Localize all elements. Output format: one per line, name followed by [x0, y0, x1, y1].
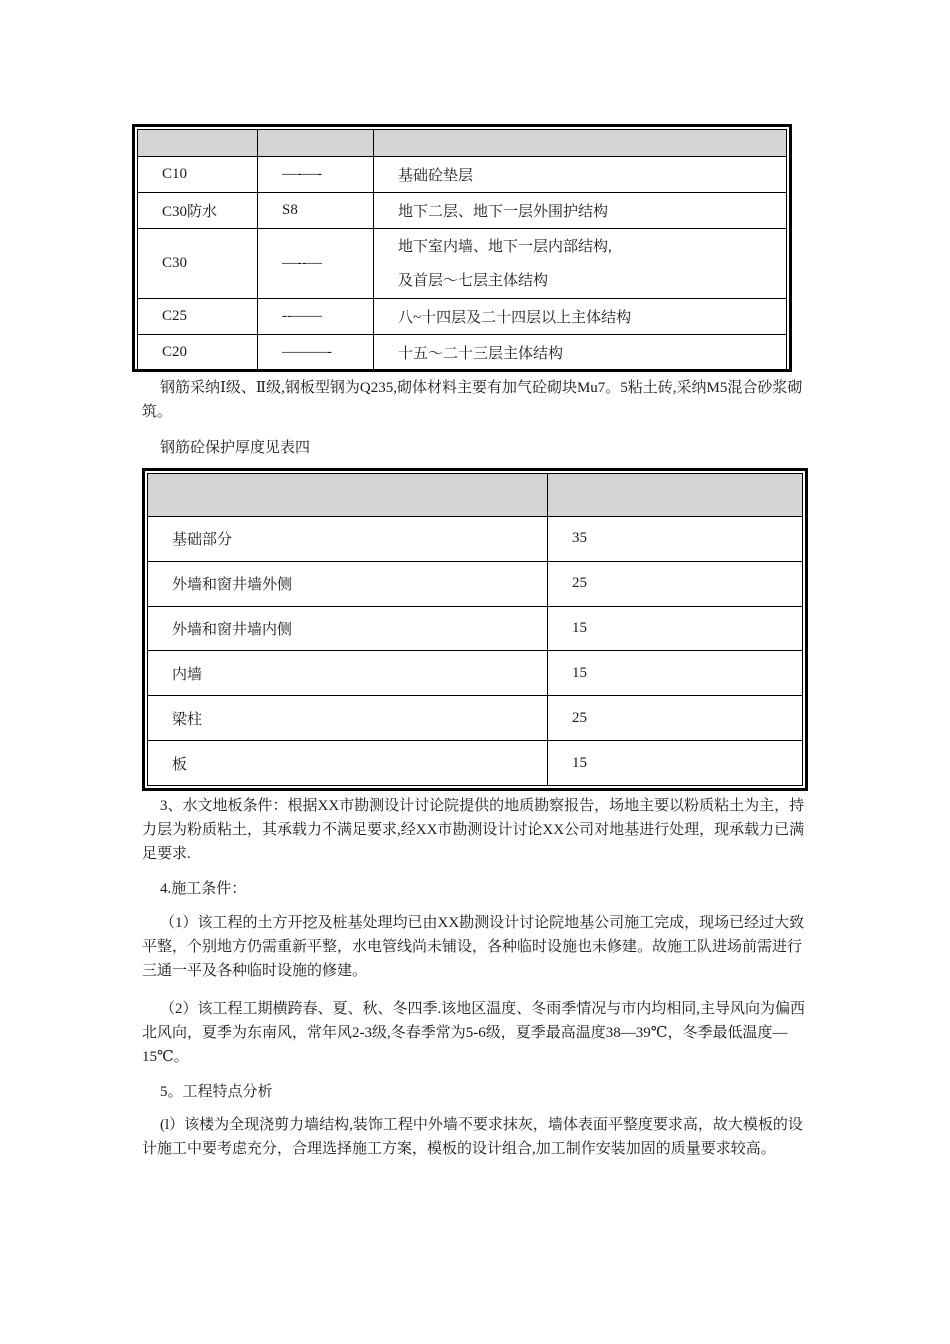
- table-row: [138, 335, 787, 371]
- table-row: [148, 606, 803, 651]
- grade-cell: C30防水: [138, 193, 258, 229]
- grade-cell: C30: [138, 229, 258, 299]
- impermeability-cell: S8: [258, 193, 374, 229]
- part-cell: 板: [148, 741, 548, 786]
- header-cell: [138, 130, 258, 157]
- table-row: [148, 561, 803, 606]
- usage-cell: [374, 229, 787, 299]
- cover-thickness-table: [142, 468, 808, 791]
- usage-line: 及首层～七层主体结构: [398, 272, 549, 289]
- construction-condition-1: （1）该工程的土方开挖及桩基处理均已由XX勘测设计讨论院地基公司施工完成，现场已经过大致平整，个别地方仍需重新平整，水电管线尚未铺设，各种临时设施也未修建。故施工队进场前需进行三通一平及各种临时设施的修建。: [142, 915, 805, 979]
- table-row: [148, 517, 803, 562]
- concrete-grade-table: [132, 124, 792, 372]
- table-row: [138, 299, 787, 335]
- thickness-cell: 25: [548, 561, 803, 606]
- table-row: [148, 696, 803, 741]
- header-cell: [374, 130, 787, 157]
- usage-line: 地下室内墙、地下一层内部结构,: [398, 238, 612, 255]
- thickness-cell: 35: [548, 517, 803, 562]
- grade-cell: C20: [138, 335, 258, 371]
- table-row: [148, 651, 803, 696]
- thickness-cell: 15: [548, 741, 803, 786]
- table-row: [138, 157, 787, 193]
- header-cell: [548, 474, 803, 517]
- table-row: [138, 229, 787, 299]
- construction-conditions-title: 4.施工条件：: [160, 881, 247, 897]
- usage-cell: 基础砼垫层: [374, 157, 787, 193]
- usage-cell: 十五～二十三层主体结构: [374, 335, 787, 371]
- table-row: [138, 193, 787, 229]
- thickness-cell: 15: [548, 606, 803, 651]
- usage-cell: 八~十四层及二十四层以上主体结构: [374, 299, 787, 335]
- impermeability-cell: —--—: [258, 229, 374, 299]
- project-features-title: 5。工程特点分析: [160, 1084, 273, 1100]
- table-header-row: [148, 474, 803, 517]
- project-feature-1: (l）该楼为全现浇剪力墙结构,装饰工程中外墙不要求抹灰，墙体表面平整度要求高，故大模板的设计施工中要考虑充分，合理选择施工方案，模板的设计组合,加工制作安装加固的质量要求较高。: [142, 1117, 803, 1157]
- part-cell: 外墙和窗井墙外侧: [148, 561, 548, 606]
- grade-cell: C10: [138, 157, 258, 193]
- thickness-cell: 25: [548, 696, 803, 741]
- usage-cell: 地下二层、地下一层外围护结构: [374, 193, 787, 229]
- impermeability-cell: ———-: [258, 335, 374, 371]
- thickness-cell: 15: [548, 651, 803, 696]
- steel-paragraph: 钢筋采纳Ⅰ级、Ⅱ级,钢板型钢为Q235,砌体材料主要有加气砼砌块Mu7。5粘土砖,采纳M5混合砂浆砌筑。: [142, 380, 803, 420]
- table-header-row: [138, 130, 787, 157]
- hydrology-paragraph: 3、水文地板条件：根据XX市勘测设计讨论院提供的地质勘察报告，场地主要以粉质粘土为主，持力层为粉质粘土，其承载力不满足要求,经XX市勘测设计讨论XX公司对地基进行处理，现承载力已满足要求.: [142, 798, 805, 862]
- header-cell: [148, 474, 548, 517]
- part-cell: 基础部分: [148, 517, 548, 562]
- cover-intro-paragraph: 钢筋砼保护厚度见表四: [160, 440, 311, 456]
- grade-cell: C25: [138, 299, 258, 335]
- impermeability-cell: --——: [258, 299, 374, 335]
- header-cell: [258, 130, 374, 157]
- construction-condition-2: （2）该工程工期横跨春、夏、秋、冬四季.该地区温度、冬雨季情况与市内均相同,主导风向为偏西北风向，夏季为东南风，常年风2-3级,冬春季常为5-6级，夏季最高温度38—39℃，冬季最低温度—15℃。: [142, 1001, 806, 1065]
- impermeability-cell: —-—-: [258, 157, 374, 193]
- part-cell: 梁柱: [148, 696, 548, 741]
- table-row: [148, 741, 803, 786]
- part-cell: 内墙: [148, 651, 548, 696]
- part-cell: 外墙和窗井墙内侧: [148, 606, 548, 651]
